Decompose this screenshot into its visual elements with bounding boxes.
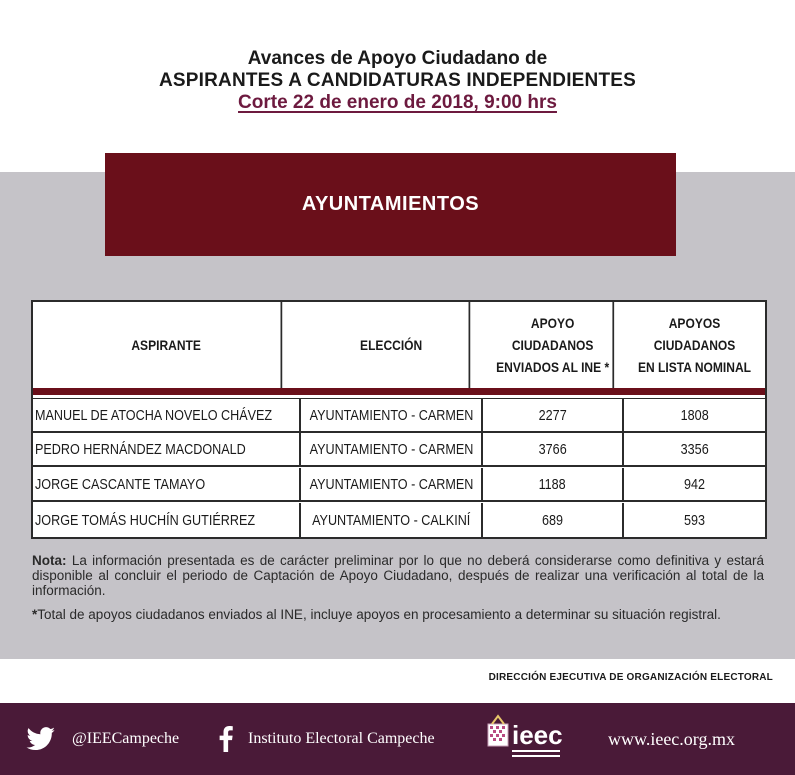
header-aspirante: ASPIRANTE	[52, 302, 282, 388]
twitter-handle: @IEECampeche	[72, 730, 180, 747]
cell-aspirante: PEDRO HERNÁNDEZ MACDONALD	[35, 440, 246, 458]
page-header	[0, 0, 795, 172]
facebook-name: Instituto Electoral Campeche	[248, 730, 435, 747]
twitter-icon	[26, 727, 56, 751]
cell-lista: 593	[683, 511, 706, 529]
facebook-link[interactable]	[218, 703, 435, 775]
cell-aspirante: JORGE CASCANTE TAMAYO	[35, 475, 206, 493]
website-url: www.ieec.org.mx	[608, 728, 735, 749]
asterisk-note: *Total de apoyos ciudadanos enviados al INE, incluye apoyos en procesamiento a determinar su situación registral.	[32, 607, 721, 622]
cutoff-date: Corte 22 de enero de 2018, 9:00 hrs	[238, 92, 557, 113]
twitter-link[interactable]	[26, 703, 179, 775]
results-table	[31, 300, 767, 539]
cell-enviados: 1188	[538, 475, 567, 493]
svg-text:ieec: ieec	[512, 720, 563, 750]
cell-eleccion: AYUNTAMIENTO - CARMEN	[309, 475, 473, 493]
title-line-1: Avances de Apoyo Ciudadano de	[247, 48, 548, 69]
cell-lista: 942	[683, 475, 706, 493]
header-separator	[33, 388, 765, 395]
issuing-department: DIRECCIÓN EJECUTIVA DE ORGANIZACIÓN ELECTORAL	[488, 672, 773, 683]
title-line-2: ASPIRANTES A CANDIDATURAS INDEPENDIENTES	[158, 70, 637, 91]
header-eleccion: ELECCIÓN	[314, 302, 471, 388]
section-banner	[105, 153, 676, 256]
cell-enviados: 689	[541, 511, 564, 529]
cell-eleccion: AYUNTAMIENTO - CARMEN	[309, 406, 473, 424]
cell-enviados: 3766	[538, 440, 567, 458]
website-link[interactable]	[608, 703, 735, 775]
cell-eleccion: AYUNTAMIENTO - CARMEN	[309, 440, 473, 458]
notes-section	[32, 553, 764, 631]
cell-aspirante: JORGE TOMÁS HUCHÍN GUTIÉRREZ	[35, 511, 256, 529]
table-row	[33, 433, 765, 467]
section-title: AYUNTAMIENTOS	[301, 193, 480, 215]
ieec-logo	[486, 714, 584, 764]
footer-bar	[0, 703, 795, 775]
cell-lista: 3356	[680, 440, 709, 458]
table-row	[33, 468, 765, 502]
cell-eleccion: AYUNTAMIENTO - CALKINÍ	[311, 511, 471, 529]
preliminary-note: Nota: La información presentada es de carácter preliminar por lo que no deberá considerarse como definitiva y estará disponible al concluir el periodo de Captación de Apoyo Ciudadano, después de realizar una verificación al total de la información.	[32, 553, 764, 598]
table-header	[33, 302, 765, 388]
cell-lista: 1808	[680, 406, 709, 424]
header-enviados: APOYO CIUDADANOS ENVIADOS AL INE *	[493, 302, 614, 388]
facebook-icon	[218, 726, 234, 752]
table-row	[33, 503, 765, 537]
header-lista-nominal: APOYOS CIUDADANOS EN LISTA NOMINAL	[637, 315, 752, 375]
table-row	[33, 399, 765, 433]
ieec-logo-icon	[486, 714, 584, 764]
cell-aspirante: MANUEL DE ATOCHA NOVELO CHÁVEZ	[35, 406, 273, 424]
cell-enviados: 2277	[538, 406, 567, 424]
